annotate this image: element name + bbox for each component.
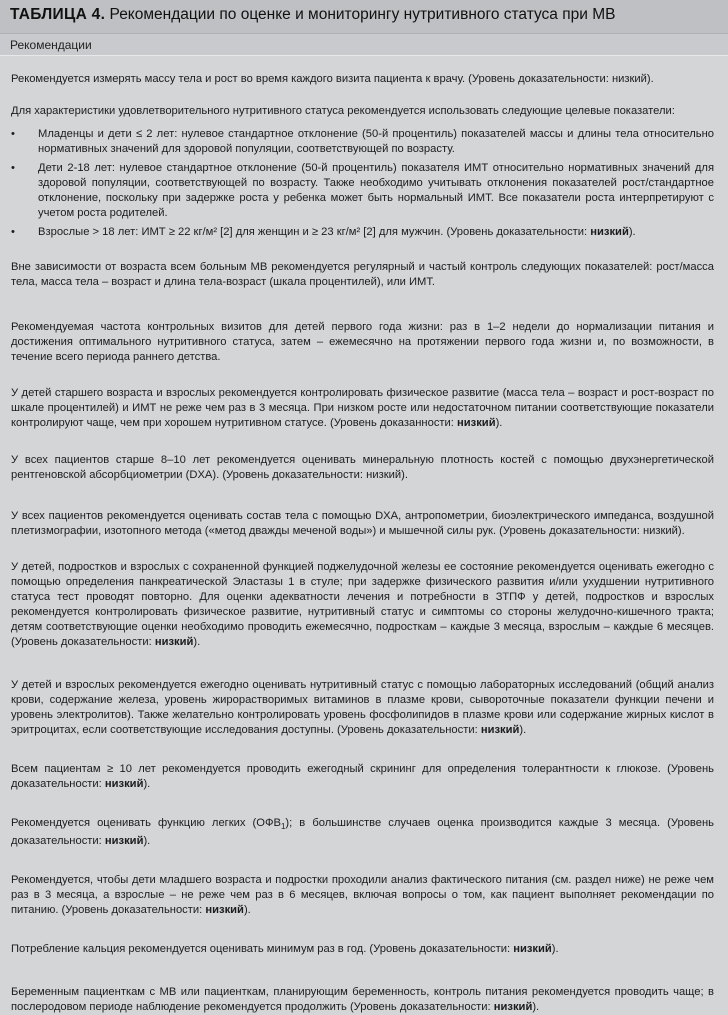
recommendation-text: Всем пациентам ≥ 10 лет рекомендуется проводить ежегодный скрининг для определения толерантности к глюкозе. (Уровень доказательности: <box>11 763 714 790</box>
column-header: Рекомендации <box>0 34 728 56</box>
recommendation-text-end: ). <box>495 417 503 429</box>
evidence-level: низкий <box>457 417 496 429</box>
recommendation-row <box>11 816 714 849</box>
evidence-level: низкий <box>205 904 244 917</box>
recommendation-text-end: ). <box>519 724 527 736</box>
recommendation-text: У всех пациентов старше 8–10 лет рекомендуется оценивать минеральную плотность костей с помощью двухэнергетической рентгеновской абсорбциометрии (DXA). (Уровень доказательности: низкий). <box>11 454 714 481</box>
recommendation-row <box>11 453 714 483</box>
recommendation-text: Потребление кальция рекомендуется оценивать минимум раз в год. (Уровень доказательности: <box>11 943 514 956</box>
recommendation-row <box>11 678 714 738</box>
list-item-text-end: ). <box>628 226 636 238</box>
recommendation-text-end: ). <box>193 636 201 648</box>
recommendation-row <box>11 762 714 792</box>
target-list <box>11 127 714 240</box>
recommendation-text-end: ). <box>143 778 151 790</box>
bullet-icon: • <box>11 226 15 238</box>
recommendation-text: У всех пациентов рекомендуется оценивать состав тела с помощью DXA, антропометрии, биоэлектрического импеданса, воздушной плетизмографии, изотопного метода («метод дважды меченой воды») и мышечной силы рук. (Уровень доказательности: низкий). <box>11 510 714 537</box>
recommendation-text-end: ). <box>532 1001 540 1014</box>
recommendation-text: У детей, подростков и взрослых с сохраненной функцией поджелудочной железы ее состояние рекомендуется оценивать ежегодно с помощью определения панкреатической Эластазы 1 в стуле; при задержке физического развития и/или ухудшении нутритивного статуса тест проводят повторно. Для оценки адекватности лечения и потребности в ЗТПФ у детей, подростков и взрослых рекомендуется контролировать физическое развитие, нутритивный статус и симптомы со стороны желудочно-кишечного тракта; детям соответствующие оценки необходимо проводить ежемесячно, подросткам – каждые 3 месяца, взрослым – каждые 6 месяцев. (Уровень доказательности: <box>11 561 714 648</box>
list-item-text: Младенцы и дети ≤ 2 лет: нулевое стандартное отклонение (50-й процентиль) показателей массы и длины тела относительно нормативных значений для здоровой популяции, соответствующей по возрасту. <box>38 128 714 155</box>
subscript: 1 <box>280 822 286 832</box>
table-label: ТАБЛИЦА 4. <box>10 6 106 23</box>
list-item <box>11 127 714 157</box>
list-item-text: Дети 2-18 лет: нулевое стандартное отклонение (50-й процентиль) показателя ИМТ относительно нормативных значений для здоровой популяции, соответствующей по возрасту. Также необходимо учитывать отклонения показателей рост/стандартное отклонение, поскольку при задержке роста у ребенка может быть нормальный ИМТ. Все показатели роста интерпретируют с учетом роста родителей. <box>38 162 714 219</box>
recommendation-row <box>11 560 714 650</box>
table-title <box>0 0 728 34</box>
evidence-level: низкий <box>480 724 520 736</box>
recommendation-text-end: ). <box>243 904 251 917</box>
list-item <box>11 225 714 240</box>
evidence-level: низкий <box>513 943 552 956</box>
recommendation-row <box>11 942 714 957</box>
recommendation-row <box>11 873 714 918</box>
table-title-text: Рекомендации по оценке и мониторингу нутритивного статуса при МВ <box>109 6 616 23</box>
evidence-level: низкий <box>104 778 144 790</box>
recommendation-text: Рекомендуемая частота контрольных визитов для детей первого года жизни: раз в 1–2 недели до нормализации питания и достижения оптимального нутритивного статуса, затем – ежемесячно на протяжении первого года жизни и, по возможности, в течение всего периода раннего детства. <box>11 321 714 363</box>
evidence-level: низкий <box>493 1001 533 1014</box>
recommendation-text: Вне зависимости от возраста всем больным МВ рекомендуется регулярный и частый контроль следующих показателей: рост/масса тела, масса тела – возраст и длина тела-возраст (шкала процентилей), или ИМТ. <box>11 261 714 288</box>
recommendation-row <box>11 320 714 365</box>
recommendation-text: У детей старшего возраста и взрослых рекомендуется контролировать физическое развитие (масса тела – возраст и рост-возраст по шкале процентилей) и ИМТ не реже чем раз в 3 месяца. При низком росте или недостаточном питании соответствующие показатели контролируют чаще, чем при хорошем нутритивном статусе. (Уровень доказанности: <box>11 387 714 429</box>
recommendation-text: Для характеристики удовлетворительного нутритивного статуса рекомендуется использовать следующие целевые показатели: <box>11 105 675 117</box>
recommendation-row <box>11 104 714 240</box>
recommendation-text: У детей и взрослых рекомендуется ежегодно оценивать нутритивный статус с помощью лабораторных исследований (общий анализ крови, содержание железа, уровень жирорастворимых витаминов в плазме крови, сывороточные показатели функции печени и уровень электролитов). Также желательно контролировать уровень фосфолипидов в плазме крови или содержание жирных кислот в эритроцитах, если соответствующие исследования доступны. (Уровень доказательности: <box>11 679 714 736</box>
evidence-level: низкий <box>590 226 629 238</box>
recommendation-text: Рекомендуется, чтобы дети младшего возраста и подростки проходили анализ фактического питания (см. раздел ниже) не реже чем раз в 3 месяца, а взрослые – не реже чем раз в 6 месяцев, включая вопросы о том, как пациент выполняет рекомендации по питанию. (Уровень доказательности: <box>11 874 714 917</box>
recommendation-text: Беременным пациенткам с МВ или пациенткам, планирующим беременность, контроль питания рекомендуется проводить чаще; в послеродовом периоде наблюдение рекомендуется продолжить (Уровень доказательности: <box>11 986 714 1014</box>
table-body <box>0 72 728 1015</box>
recommendation-row <box>11 260 714 290</box>
recommendation-row <box>11 386 714 431</box>
recommendation-text: Рекомендуется оценивать функцию легких (ОФВ <box>11 817 281 829</box>
recommendation-row <box>11 985 714 1015</box>
recommendation-text: Рекомендуется измерять массу тела и рост во время каждого визита пациента к врачу. (Уровень доказательности: низкий). <box>11 73 654 85</box>
recommendation-row <box>11 72 714 87</box>
bullet-icon: • <box>11 162 15 174</box>
list-item-text: Взрослые > 18 лет: ИМТ ≥ 22 кг/м² [2] для женщин и ≥ 23 кг/м² [2] для мужчин. (Уровень доказательности: <box>38 226 591 238</box>
recommendation-row <box>11 509 714 539</box>
recommendation-text-cont: ); в большинстве случаев оценка производится каждые 3 месяца. (Уровень доказательности: <box>11 817 714 848</box>
evidence-level: низкий <box>154 636 194 648</box>
evidence-level: низкий <box>104 835 144 848</box>
recommendation-text-end: ). <box>143 835 151 848</box>
recommendation-text-end: ). <box>551 943 559 956</box>
bullet-icon: • <box>11 128 15 140</box>
list-item <box>11 161 714 221</box>
